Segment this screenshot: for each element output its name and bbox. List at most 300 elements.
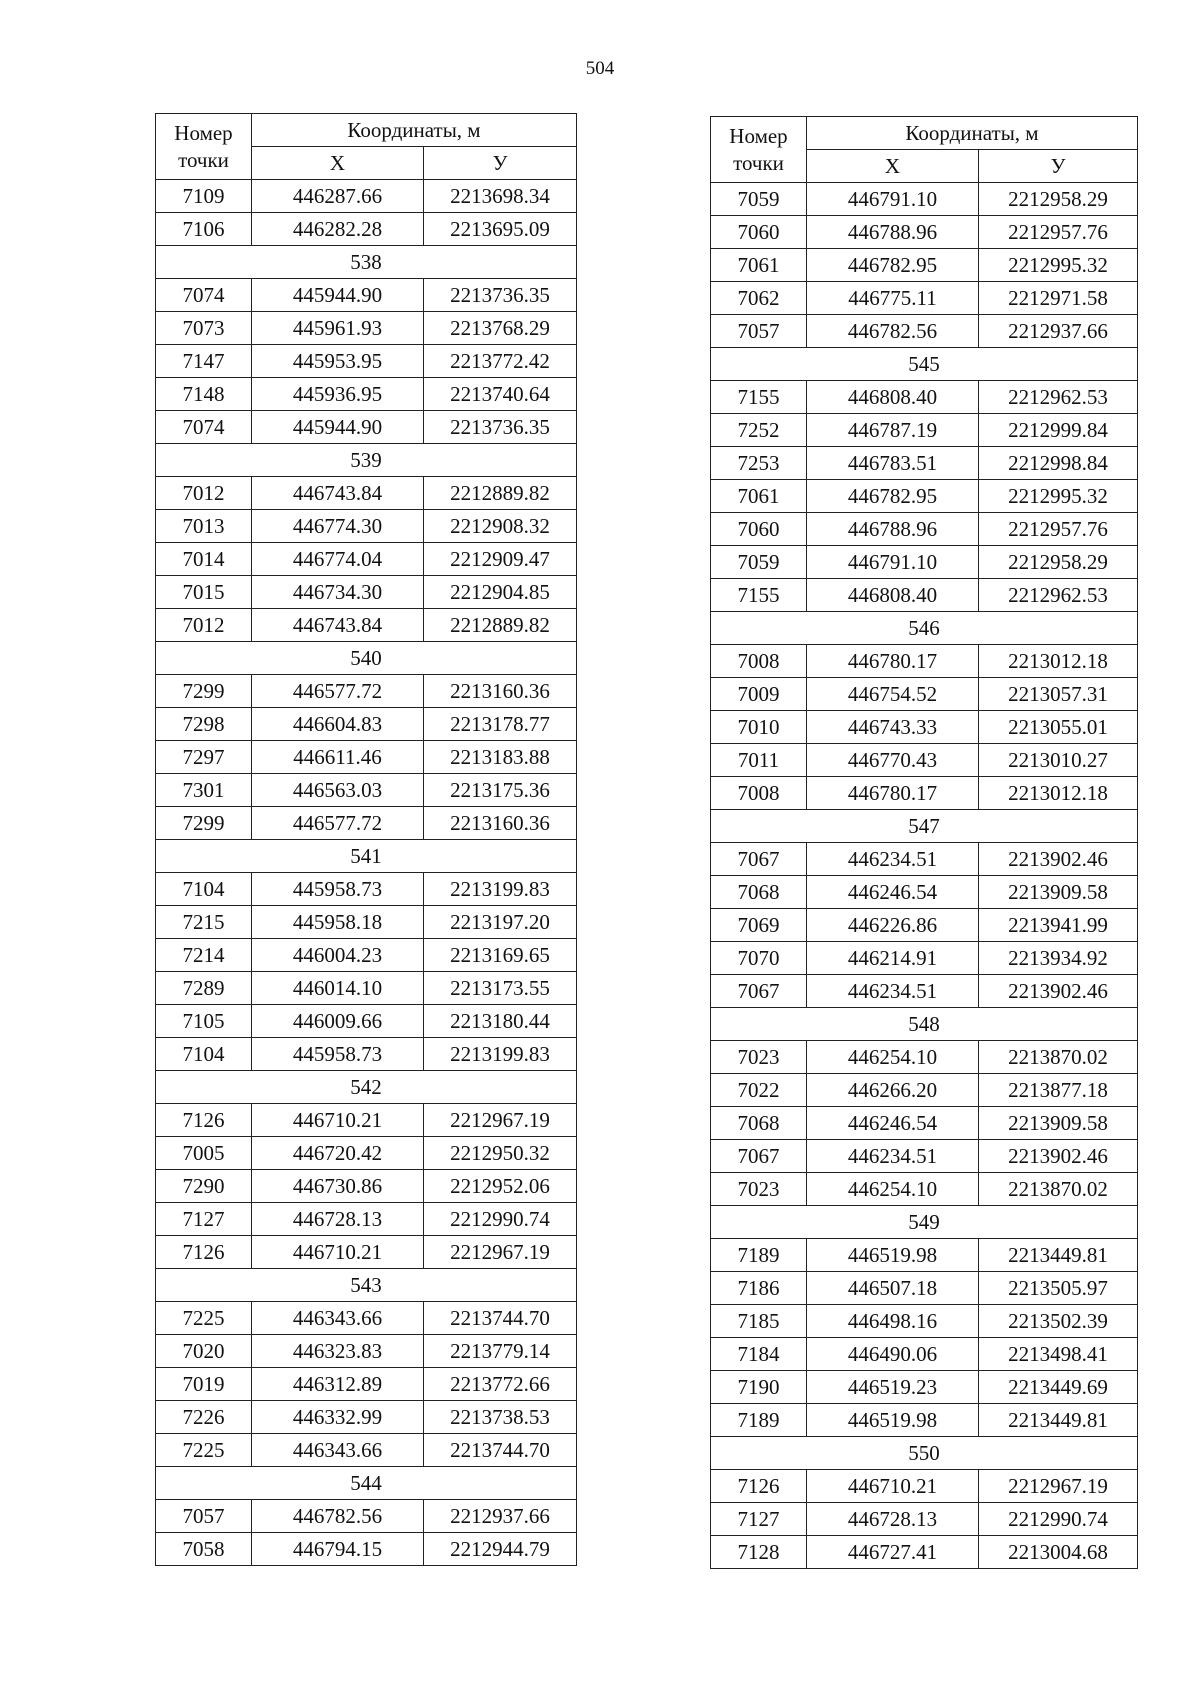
table-row — [711, 1470, 1138, 1503]
y-coordinate-cell: 2213160.36 — [424, 675, 577, 708]
table-row — [711, 216, 1138, 249]
point-number-cell: 7301 — [156, 774, 252, 807]
point-number-cell: 7074 — [156, 411, 252, 444]
y-coordinate-cell: 2213449.81 — [979, 1239, 1138, 1272]
y-coordinate-cell: 2213012.18 — [979, 645, 1138, 678]
y-coordinate-cell: 2213183.88 — [424, 741, 577, 774]
table-row — [156, 1170, 577, 1203]
x-coordinate-cell: 446743.84 — [252, 609, 424, 642]
group-number: 546 — [711, 612, 1138, 645]
point-number-cell: 7020 — [156, 1335, 252, 1368]
table-row — [711, 876, 1138, 909]
table-row — [711, 711, 1138, 744]
y-coordinate-cell: 2212952.06 — [424, 1170, 577, 1203]
group-header-row — [156, 444, 577, 477]
page-number: 504 — [585, 58, 615, 79]
x-coordinate-cell: 446782.56 — [807, 315, 979, 348]
x-coordinate-cell: 446507.18 — [807, 1272, 979, 1305]
y-coordinate-cell: 2213012.18 — [979, 777, 1138, 810]
table-row — [711, 1371, 1138, 1404]
group-header-row — [156, 1467, 577, 1500]
table-row — [711, 1338, 1138, 1371]
table-row — [711, 546, 1138, 579]
table-row — [156, 345, 577, 378]
point-number-cell: 7023 — [711, 1173, 807, 1206]
y-coordinate-cell: 2213449.69 — [979, 1371, 1138, 1404]
x-coordinate-cell: 446234.51 — [807, 1140, 979, 1173]
group-header-row — [156, 246, 577, 279]
group-header-row — [156, 1269, 577, 1302]
group-header-row — [711, 1206, 1138, 1239]
table-row — [711, 513, 1138, 546]
table-row — [156, 609, 577, 642]
point-number-cell: 7011 — [711, 744, 807, 777]
y-coordinate-cell: 2213449.81 — [979, 1404, 1138, 1437]
x-coordinate-cell: 446791.10 — [807, 183, 979, 216]
x-coordinate-cell: 446234.51 — [807, 975, 979, 1008]
table-row — [711, 414, 1138, 447]
point-number-cell: 7074 — [156, 279, 252, 312]
y-coordinate-cell: 2213055.01 — [979, 711, 1138, 744]
x-coordinate-cell: 446775.11 — [807, 282, 979, 315]
table-row — [156, 1434, 577, 1467]
x-coordinate-cell: 446519.98 — [807, 1239, 979, 1272]
table-row — [156, 1500, 577, 1533]
x-coordinate-cell: 446734.30 — [252, 576, 424, 609]
header-y: У — [979, 150, 1138, 183]
table-row — [156, 1302, 577, 1335]
y-coordinate-cell: 2212962.53 — [979, 381, 1138, 414]
y-coordinate-cell: 2213870.02 — [979, 1041, 1138, 1074]
y-coordinate-cell: 2212990.74 — [424, 1203, 577, 1236]
y-coordinate-cell: 2212908.32 — [424, 510, 577, 543]
point-number-cell: 7013 — [156, 510, 252, 543]
y-coordinate-cell: 2213736.35 — [424, 279, 577, 312]
point-number-cell: 7068 — [711, 1107, 807, 1140]
point-number-cell: 7023 — [711, 1041, 807, 1074]
point-number-cell: 7109 — [156, 180, 252, 213]
y-coordinate-cell: 2213010.27 — [979, 744, 1138, 777]
group-number: 548 — [711, 1008, 1138, 1041]
group-number: 542 — [156, 1071, 577, 1104]
table-row — [711, 744, 1138, 777]
point-number-cell: 7127 — [156, 1203, 252, 1236]
group-number: 547 — [711, 810, 1138, 843]
point-number-cell: 7014 — [156, 543, 252, 576]
point-number-cell: 7105 — [156, 1005, 252, 1038]
table-row — [711, 843, 1138, 876]
y-coordinate-cell: 2213909.58 — [979, 1107, 1138, 1140]
y-coordinate-cell: 2212957.76 — [979, 216, 1138, 249]
y-coordinate-cell: 2213768.29 — [424, 312, 577, 345]
table-row — [156, 741, 577, 774]
point-number-cell: 7127 — [711, 1503, 807, 1536]
point-number-cell: 7299 — [156, 675, 252, 708]
x-coordinate-cell: 446254.10 — [807, 1173, 979, 1206]
point-number-cell: 7057 — [711, 315, 807, 348]
y-coordinate-cell: 2212995.32 — [979, 480, 1138, 513]
point-number-cell: 7060 — [711, 216, 807, 249]
table-row — [156, 1005, 577, 1038]
point-number-cell: 7059 — [711, 183, 807, 216]
point-number-cell: 7068 — [711, 876, 807, 909]
point-number-cell: 7252 — [711, 414, 807, 447]
y-coordinate-cell: 2213178.77 — [424, 708, 577, 741]
table-row — [156, 1368, 577, 1401]
x-coordinate-cell: 446780.17 — [807, 777, 979, 810]
point-number-cell: 7008 — [711, 645, 807, 678]
table-row — [156, 939, 577, 972]
x-coordinate-cell: 446780.17 — [807, 645, 979, 678]
y-coordinate-cell: 2212967.19 — [979, 1470, 1138, 1503]
y-coordinate-cell: 2212889.82 — [424, 609, 577, 642]
y-coordinate-cell: 2213160.36 — [424, 807, 577, 840]
table-row — [711, 249, 1138, 282]
x-coordinate-cell: 446004.23 — [252, 939, 424, 972]
point-number-cell: 7012 — [156, 477, 252, 510]
table-row — [156, 774, 577, 807]
y-coordinate-cell: 2212937.66 — [424, 1500, 577, 1533]
x-coordinate-cell: 446343.66 — [252, 1302, 424, 1335]
y-coordinate-cell: 2213772.66 — [424, 1368, 577, 1401]
x-coordinate-cell: 446728.13 — [807, 1503, 979, 1536]
x-coordinate-cell: 446246.54 — [807, 1107, 979, 1140]
table-row — [711, 315, 1138, 348]
table-row — [156, 1137, 577, 1170]
header-coordinates: Координаты, м — [807, 117, 1138, 150]
point-number-cell: 7058 — [156, 1533, 252, 1566]
y-coordinate-cell: 2213173.55 — [424, 972, 577, 1005]
y-coordinate-cell: 2213870.02 — [979, 1173, 1138, 1206]
x-coordinate-cell: 446782.56 — [252, 1500, 424, 1533]
table-row — [156, 180, 577, 213]
x-coordinate-cell: 446343.66 — [252, 1434, 424, 1467]
y-coordinate-cell: 2212958.29 — [979, 183, 1138, 216]
table-row — [711, 1107, 1138, 1140]
y-coordinate-cell: 2213744.70 — [424, 1434, 577, 1467]
point-number-cell: 7215 — [156, 906, 252, 939]
table-row — [711, 777, 1138, 810]
x-coordinate-cell: 445958.73 — [252, 1038, 424, 1071]
group-header-row — [711, 612, 1138, 645]
y-coordinate-cell: 2212904.85 — [424, 576, 577, 609]
group-header-row — [156, 642, 577, 675]
point-number-cell: 7297 — [156, 741, 252, 774]
x-coordinate-cell: 446754.52 — [807, 678, 979, 711]
table-row — [156, 411, 577, 444]
y-coordinate-cell: 2213502.39 — [979, 1305, 1138, 1338]
x-coordinate-cell: 446710.21 — [252, 1104, 424, 1137]
x-coordinate-cell: 446498.16 — [807, 1305, 979, 1338]
y-coordinate-cell: 2212957.76 — [979, 513, 1138, 546]
table-row — [156, 1401, 577, 1434]
x-coordinate-cell: 446743.33 — [807, 711, 979, 744]
y-coordinate-cell: 2213902.46 — [979, 1140, 1138, 1173]
x-coordinate-cell: 446246.54 — [807, 876, 979, 909]
y-coordinate-cell: 2213934.92 — [979, 942, 1138, 975]
y-coordinate-cell: 2213738.53 — [424, 1401, 577, 1434]
header-point-number: Номер точки — [156, 114, 252, 180]
group-number: 541 — [156, 840, 577, 873]
point-number-cell: 7155 — [711, 579, 807, 612]
point-number-cell: 7214 — [156, 939, 252, 972]
point-number-cell: 7289 — [156, 972, 252, 1005]
x-coordinate-cell: 446563.03 — [252, 774, 424, 807]
x-coordinate-cell: 446788.96 — [807, 513, 979, 546]
header-y: У — [424, 147, 577, 180]
point-number-cell: 7008 — [711, 777, 807, 810]
point-number-cell: 7185 — [711, 1305, 807, 1338]
point-number-cell: 7186 — [711, 1272, 807, 1305]
table-row — [156, 1203, 577, 1236]
point-number-cell: 7128 — [711, 1536, 807, 1569]
point-number-cell: 7155 — [711, 381, 807, 414]
group-number: 544 — [156, 1467, 577, 1500]
y-coordinate-cell: 2213199.83 — [424, 873, 577, 906]
x-coordinate-cell: 446014.10 — [252, 972, 424, 1005]
table-row — [711, 1041, 1138, 1074]
x-coordinate-cell: 445944.90 — [252, 411, 424, 444]
point-number-cell: 7059 — [711, 546, 807, 579]
table-row — [711, 1239, 1138, 1272]
point-number-cell: 7148 — [156, 378, 252, 411]
table-row — [711, 1305, 1138, 1338]
table-row — [156, 279, 577, 312]
header-x: X — [807, 150, 979, 183]
table-row — [156, 510, 577, 543]
y-coordinate-cell: 2212998.84 — [979, 447, 1138, 480]
y-coordinate-cell: 2212995.32 — [979, 249, 1138, 282]
point-number-cell: 7015 — [156, 576, 252, 609]
table-row — [711, 1140, 1138, 1173]
y-coordinate-cell: 2213180.44 — [424, 1005, 577, 1038]
x-coordinate-cell: 446770.43 — [807, 744, 979, 777]
x-coordinate-cell: 446577.72 — [252, 675, 424, 708]
x-coordinate-cell: 446611.46 — [252, 741, 424, 774]
point-number-cell: 7225 — [156, 1434, 252, 1467]
table-row — [156, 1335, 577, 1368]
point-number-cell: 7069 — [711, 909, 807, 942]
point-number-cell: 7010 — [711, 711, 807, 744]
y-coordinate-cell: 2213909.58 — [979, 876, 1138, 909]
x-coordinate-cell: 446254.10 — [807, 1041, 979, 1074]
point-number-cell: 7299 — [156, 807, 252, 840]
x-coordinate-cell: 446519.98 — [807, 1404, 979, 1437]
x-coordinate-cell: 446009.66 — [252, 1005, 424, 1038]
x-coordinate-cell: 446604.83 — [252, 708, 424, 741]
y-coordinate-cell: 2213695.09 — [424, 213, 577, 246]
y-coordinate-cell: 2213877.18 — [979, 1074, 1138, 1107]
table-row — [156, 1104, 577, 1137]
point-number-cell: 7012 — [156, 609, 252, 642]
y-coordinate-cell: 2213902.46 — [979, 975, 1138, 1008]
point-number-cell: 7126 — [156, 1236, 252, 1269]
y-coordinate-cell: 2212909.47 — [424, 543, 577, 576]
point-number-cell: 7062 — [711, 282, 807, 315]
point-number-cell: 7073 — [156, 312, 252, 345]
point-number-cell: 7060 — [711, 513, 807, 546]
point-number-cell: 7067 — [711, 1140, 807, 1173]
group-header-row — [711, 348, 1138, 381]
x-coordinate-cell: 446743.84 — [252, 477, 424, 510]
y-coordinate-cell: 2213169.65 — [424, 939, 577, 972]
point-number-cell: 7057 — [156, 1500, 252, 1533]
point-number-cell: 7061 — [711, 249, 807, 282]
x-coordinate-cell: 446332.99 — [252, 1401, 424, 1434]
x-coordinate-cell: 446808.40 — [807, 579, 979, 612]
y-coordinate-cell: 2213199.83 — [424, 1038, 577, 1071]
x-coordinate-cell: 446774.04 — [252, 543, 424, 576]
x-coordinate-cell: 446774.30 — [252, 510, 424, 543]
table-row — [156, 708, 577, 741]
table-row — [156, 213, 577, 246]
table-row — [156, 972, 577, 1005]
x-coordinate-cell: 446782.95 — [807, 249, 979, 282]
x-coordinate-cell: 446808.40 — [807, 381, 979, 414]
y-coordinate-cell: 2212967.19 — [424, 1236, 577, 1269]
table-row — [711, 1074, 1138, 1107]
y-coordinate-cell: 2212950.32 — [424, 1137, 577, 1170]
x-coordinate-cell: 446312.89 — [252, 1368, 424, 1401]
point-number-cell: 7067 — [711, 843, 807, 876]
x-coordinate-cell: 446720.42 — [252, 1137, 424, 1170]
table-row — [156, 1038, 577, 1071]
header-point-number: Номер точки — [711, 117, 807, 183]
table-row — [711, 975, 1138, 1008]
table-row — [711, 1173, 1138, 1206]
group-number: 543 — [156, 1269, 577, 1302]
x-coordinate-cell: 446710.21 — [807, 1470, 979, 1503]
y-coordinate-cell: 2212990.74 — [979, 1503, 1138, 1536]
y-coordinate-cell: 2213779.14 — [424, 1335, 577, 1368]
table-row — [156, 675, 577, 708]
y-coordinate-cell: 2213057.31 — [979, 678, 1138, 711]
point-number-cell: 7022 — [711, 1074, 807, 1107]
x-coordinate-cell: 446788.96 — [807, 216, 979, 249]
y-coordinate-cell: 2213498.41 — [979, 1338, 1138, 1371]
group-number: 538 — [156, 246, 577, 279]
point-number-cell: 7070 — [711, 942, 807, 975]
point-number-cell: 7067 — [711, 975, 807, 1008]
y-coordinate-cell: 2213698.34 — [424, 180, 577, 213]
point-number-cell: 7190 — [711, 1371, 807, 1404]
x-coordinate-cell: 446226.86 — [807, 909, 979, 942]
point-number-cell: 7189 — [711, 1239, 807, 1272]
y-coordinate-cell: 2213505.97 — [979, 1272, 1138, 1305]
group-number: 540 — [156, 642, 577, 675]
x-coordinate-cell: 446214.91 — [807, 942, 979, 975]
table-row — [711, 183, 1138, 216]
point-number-cell: 7184 — [711, 1338, 807, 1371]
x-coordinate-cell: 446730.86 — [252, 1170, 424, 1203]
table-row — [156, 906, 577, 939]
group-number: 549 — [711, 1206, 1138, 1239]
point-number-cell: 7104 — [156, 873, 252, 906]
x-coordinate-cell: 446287.66 — [252, 180, 424, 213]
x-coordinate-cell: 446787.19 — [807, 414, 979, 447]
x-coordinate-cell: 446728.13 — [252, 1203, 424, 1236]
x-coordinate-cell: 446710.21 — [252, 1236, 424, 1269]
y-coordinate-cell: 2213197.20 — [424, 906, 577, 939]
y-coordinate-cell: 2212999.84 — [979, 414, 1138, 447]
coordinates-table-right — [710, 116, 1138, 1569]
x-coordinate-cell: 445958.73 — [252, 873, 424, 906]
y-coordinate-cell: 2212962.53 — [979, 579, 1138, 612]
y-coordinate-cell: 2213740.64 — [424, 378, 577, 411]
x-coordinate-cell: 446266.20 — [807, 1074, 979, 1107]
table-row — [156, 1533, 577, 1566]
x-coordinate-cell: 446490.06 — [807, 1338, 979, 1371]
table-row — [156, 477, 577, 510]
table-row — [711, 579, 1138, 612]
x-coordinate-cell: 446782.95 — [807, 480, 979, 513]
x-coordinate-cell: 446323.83 — [252, 1335, 424, 1368]
point-number-cell: 7126 — [156, 1104, 252, 1137]
x-coordinate-cell: 446794.15 — [252, 1533, 424, 1566]
point-number-cell: 7106 — [156, 213, 252, 246]
point-number-cell: 7290 — [156, 1170, 252, 1203]
table-row — [711, 909, 1138, 942]
table-row — [711, 381, 1138, 414]
table-row — [156, 1236, 577, 1269]
y-coordinate-cell: 2212967.19 — [424, 1104, 577, 1137]
x-coordinate-cell: 446577.72 — [252, 807, 424, 840]
x-coordinate-cell: 445961.93 — [252, 312, 424, 345]
x-coordinate-cell: 445958.18 — [252, 906, 424, 939]
point-number-cell: 7005 — [156, 1137, 252, 1170]
x-coordinate-cell: 446282.28 — [252, 213, 424, 246]
table-row — [156, 576, 577, 609]
group-number: 539 — [156, 444, 577, 477]
table-row — [711, 942, 1138, 975]
point-number-cell: 7253 — [711, 447, 807, 480]
point-number-cell: 7226 — [156, 1401, 252, 1434]
y-coordinate-cell: 2213736.35 — [424, 411, 577, 444]
x-coordinate-cell: 445944.90 — [252, 279, 424, 312]
point-number-cell: 7225 — [156, 1302, 252, 1335]
y-coordinate-cell: 2213772.42 — [424, 345, 577, 378]
y-coordinate-cell: 2212944.79 — [424, 1533, 577, 1566]
group-number: 550 — [711, 1437, 1138, 1470]
table-row — [711, 480, 1138, 513]
point-number-cell: 7061 — [711, 480, 807, 513]
y-coordinate-cell: 2213941.99 — [979, 909, 1138, 942]
x-coordinate-cell: 445953.95 — [252, 345, 424, 378]
header-x: X — [252, 147, 424, 180]
table-row — [711, 645, 1138, 678]
x-coordinate-cell: 446791.10 — [807, 546, 979, 579]
group-header-row — [711, 810, 1138, 843]
y-coordinate-cell: 2213902.46 — [979, 843, 1138, 876]
group-header-row — [711, 1008, 1138, 1041]
table-row — [711, 1536, 1138, 1569]
y-coordinate-cell: 2213744.70 — [424, 1302, 577, 1335]
table-row — [711, 678, 1138, 711]
point-number-cell: 7147 — [156, 345, 252, 378]
table-row — [156, 873, 577, 906]
point-number-cell: 7009 — [711, 678, 807, 711]
x-coordinate-cell: 446727.41 — [807, 1536, 979, 1569]
table-row — [711, 1272, 1138, 1305]
x-coordinate-cell: 446783.51 — [807, 447, 979, 480]
point-number-cell: 7019 — [156, 1368, 252, 1401]
y-coordinate-cell: 2212889.82 — [424, 477, 577, 510]
table-row — [711, 1404, 1138, 1437]
x-coordinate-cell: 446234.51 — [807, 843, 979, 876]
group-header-row — [156, 1071, 577, 1104]
group-number: 545 — [711, 348, 1138, 381]
coordinates-table-left — [155, 113, 577, 1566]
